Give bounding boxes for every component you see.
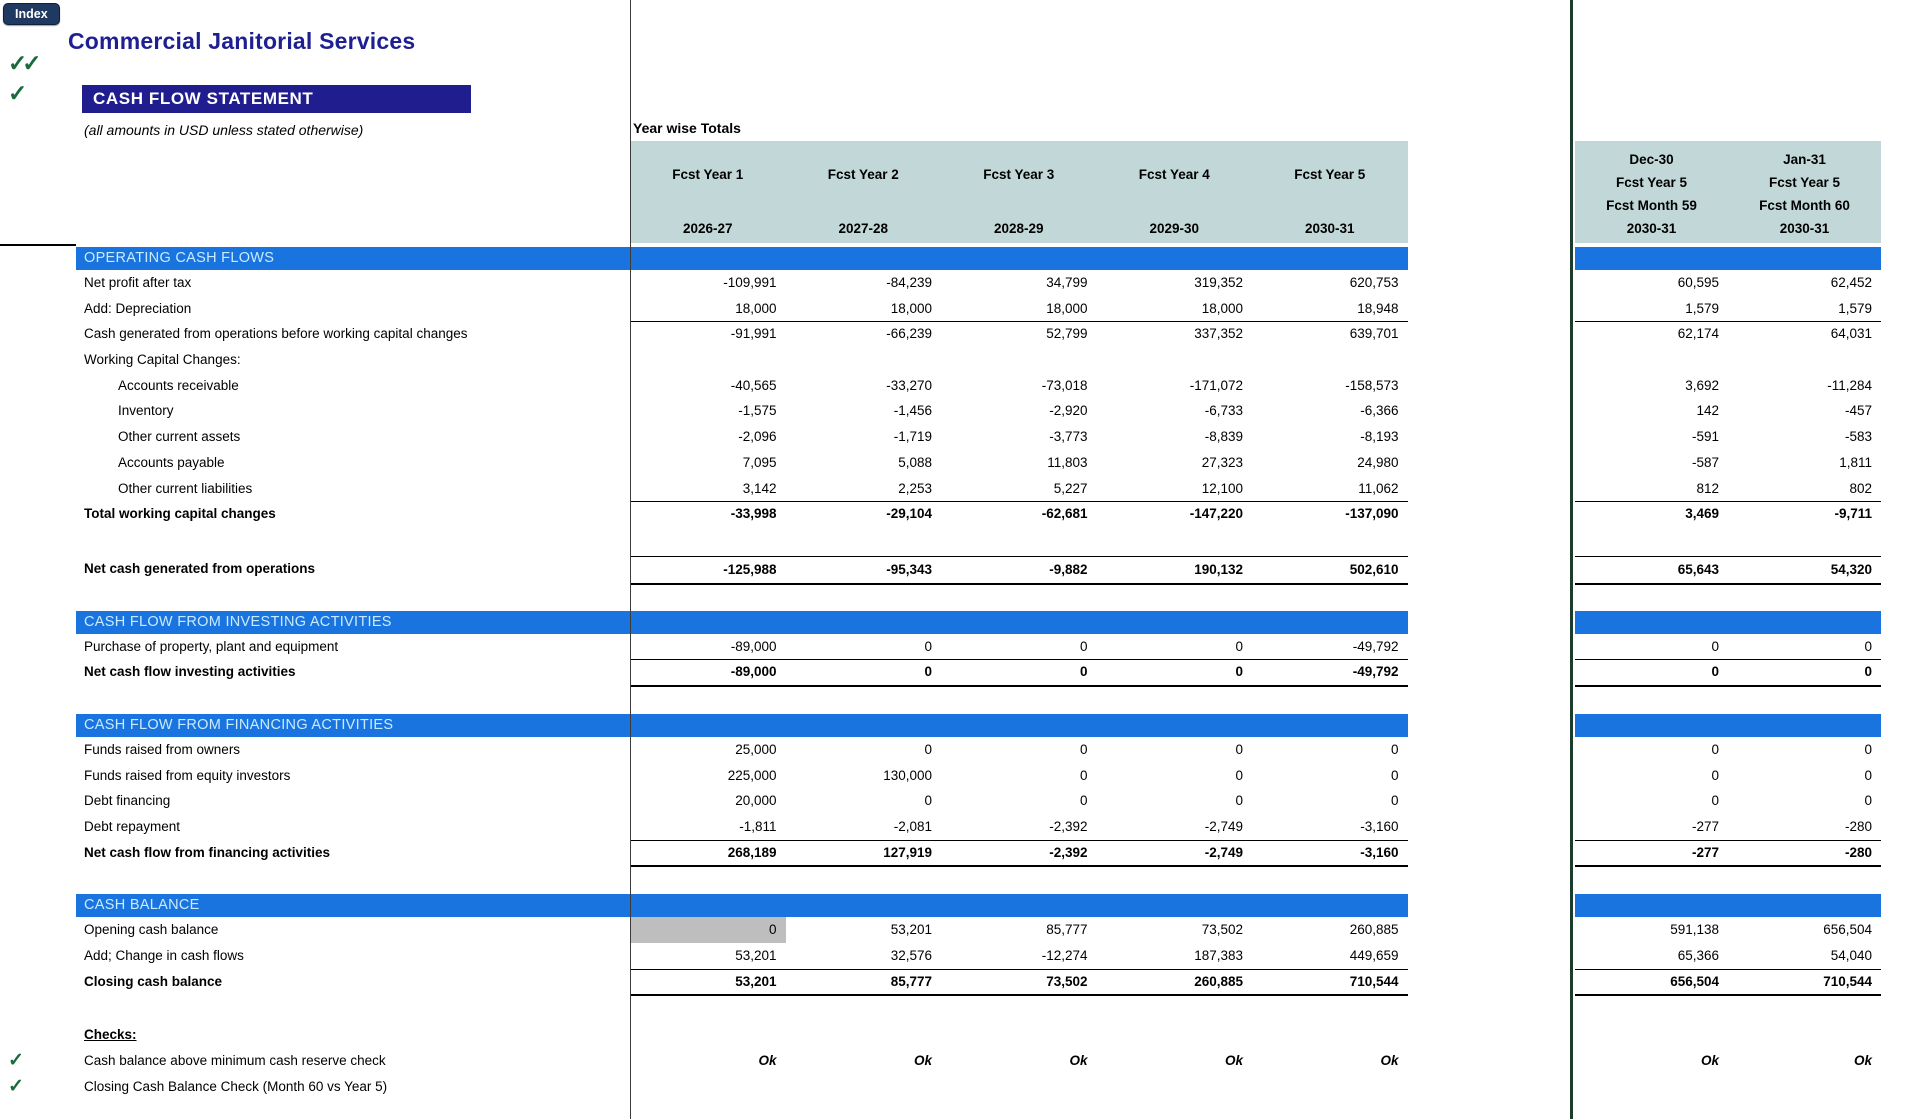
value-cell: 656,504 (1823, 922, 1872, 938)
value-cell: -8,193 (1360, 429, 1399, 445)
month-columns-header (1575, 141, 1881, 243)
value-cell: -2,081 (786, 814, 942, 841)
value-cell: 1,811 (1839, 454, 1872, 470)
table-row (0, 814, 1920, 840)
year-column-label: Fcst Year 4 (1138, 167, 1210, 182)
statement-subtitle: (all amounts in USD unless stated otherwise) (84, 122, 364, 138)
year-column-header (941, 141, 1097, 243)
value-cell: -11,284 (1827, 377, 1872, 393)
year-column-period: 2029-30 (1149, 221, 1200, 236)
row-label: Total working capital changes (84, 506, 276, 522)
row-label: Add: Depreciation (84, 300, 192, 316)
value-cell: 18,948 (1252, 296, 1408, 323)
month-column-header (1575, 141, 1728, 243)
value-cell: 53,201 (890, 922, 932, 938)
check-status-cell: Ok (913, 1053, 932, 1069)
value-cell: -171,072 (1189, 377, 1243, 393)
check-row (0, 1074, 1920, 1100)
value-cell: 187,383 (1097, 943, 1253, 970)
value-cell: -9,711 (1834, 506, 1872, 522)
value-cell: 65,643 (1575, 556, 1728, 585)
check-icon: ✓ (8, 1050, 24, 1072)
row-label: Add; Change in cash flows (84, 948, 244, 964)
value-cell: 656,504 (1575, 969, 1728, 997)
year-column-period: 2030-31 (1304, 221, 1355, 236)
row-label: Net cash generated from operations (84, 560, 316, 576)
value-cell: 18,000 (1097, 296, 1253, 323)
value-cell: 0 (1235, 767, 1243, 783)
checks-heading-row (0, 1022, 1920, 1048)
table-row (0, 321, 1920, 347)
value-cell: 24,980 (1357, 454, 1399, 470)
section-band (0, 714, 1920, 737)
value-cell: 0 (1390, 793, 1399, 809)
year-column-header (1252, 141, 1408, 243)
value-cell: 27,323 (1201, 454, 1243, 470)
section-band-month-block (1575, 714, 1881, 737)
value-cell: 0 (924, 793, 932, 809)
value-cell: -95,343 (786, 556, 942, 585)
table-row (0, 556, 1920, 582)
value-cell: 0 (1575, 634, 1728, 661)
value-cell: 32,576 (786, 943, 942, 970)
spacer-row (0, 865, 1920, 894)
section-band-month-block (1575, 611, 1881, 634)
table-row (0, 450, 1920, 476)
table-row (0, 476, 1920, 502)
value-cell: -1,719 (893, 429, 932, 445)
table-row (0, 917, 1920, 943)
table-row (0, 634, 1920, 660)
sheet-body (0, 247, 1920, 1100)
value-cell: 54,040 (1728, 943, 1881, 970)
row-label: Accounts payable (118, 454, 225, 470)
row-label: Funds raised from owners (84, 741, 241, 757)
month-column-period: 2030-31 (1626, 221, 1677, 236)
month-column-month: Fcst Month 59 (1606, 198, 1697, 213)
row-label: Purchase of property, plant and equipment (84, 638, 339, 654)
value-cell: -40,565 (730, 377, 777, 393)
check-icon-single: ✓ (8, 80, 23, 106)
check-row (0, 1048, 1920, 1074)
value-cell: -2,392 (941, 840, 1097, 868)
value-cell (630, 347, 786, 373)
value-cell: -89,000 (630, 659, 786, 687)
row-gridline (0, 244, 76, 246)
section-band-title: OPERATING CASH FLOWS (76, 247, 1408, 270)
value-cell: 12,100 (1097, 476, 1253, 503)
value-cell: -1,575 (738, 403, 777, 419)
value-cell: 0 (1711, 741, 1719, 757)
value-cell: -49,792 (1252, 659, 1408, 687)
value-cell: 0 (1728, 659, 1881, 687)
table-row (0, 763, 1920, 789)
table-row (0, 501, 1920, 527)
value-cell: -277 (1575, 840, 1728, 868)
value-cell: 25,000 (735, 741, 777, 757)
section-band (0, 247, 1920, 270)
value-cell: 620,753 (1349, 275, 1399, 290)
section-band (0, 894, 1920, 917)
value-cell: 0 (1079, 741, 1088, 757)
year-column-period: 2026-27 (682, 221, 733, 236)
table-row (0, 737, 1920, 763)
month-column-date: Jan-31 (1783, 152, 1826, 167)
value-cell: 0 (1097, 659, 1253, 687)
check-status-cell: Ok (1224, 1053, 1243, 1069)
value-cell: -2,096 (738, 429, 777, 445)
value-cell: 18,000 (941, 296, 1097, 323)
table-row (0, 296, 1920, 322)
value-cell: 319,352 (1194, 275, 1243, 290)
check-icon-double: ✓✓ (8, 50, 37, 76)
row-label: Net cash flow from financing activities (84, 844, 331, 860)
row-label: Cash generated from operations before working capital changes (84, 326, 468, 342)
check-status-cell: Ok (1069, 1053, 1088, 1069)
value-cell: -1,456 (893, 403, 932, 419)
value-cell: -3,160 (1252, 840, 1408, 868)
table-row (0, 969, 1920, 995)
checks-heading: Checks: (84, 1027, 137, 1043)
row-label: Net profit after tax (84, 275, 192, 290)
value-cell: -109,991 (723, 275, 777, 290)
value-cell: -49,792 (1252, 634, 1408, 661)
spacer-row (0, 527, 1920, 556)
value-cell: -583 (1844, 429, 1872, 445)
value-cell: 0 (1235, 793, 1243, 809)
value-cell: 18,000 (786, 296, 942, 323)
value-cell: -457 (1844, 403, 1872, 419)
month-column-date: Dec-30 (1629, 152, 1674, 167)
value-cell: 0 (1079, 793, 1088, 809)
value-cell: -6,366 (1360, 403, 1399, 419)
value-cell: 0 (1390, 767, 1399, 783)
value-cell: -280 (1728, 814, 1881, 841)
value-cell: 260,885 (1349, 922, 1399, 938)
row-label: Funds raised from equity investors (84, 767, 291, 783)
value-cell: 1,579 (1575, 296, 1728, 323)
year-column-period: 2028-29 (993, 221, 1044, 236)
value-cell (1575, 347, 1728, 373)
value-cell: 0 (630, 917, 786, 943)
freeze-pane-divider (1570, 0, 1573, 1119)
value-cell: 0 (1575, 659, 1728, 687)
value-cell: -2,749 (1097, 814, 1253, 841)
value-cell (1728, 347, 1881, 373)
value-cell: -84,239 (886, 275, 932, 290)
value-cell: 11,803 (1047, 454, 1088, 470)
value-cell: 73,502 (1201, 922, 1243, 938)
value-cell: -137,090 (1345, 506, 1399, 522)
month-column-month: Fcst Month 60 (1759, 198, 1850, 213)
section-band-title: CASH FLOW FROM FINANCING ACTIVITIES (76, 714, 1408, 737)
column-gridline (630, 0, 631, 1119)
value-cell: 73,502 (941, 969, 1097, 997)
table-row (0, 347, 1920, 373)
value-cell: 0 (1864, 741, 1872, 757)
section-band-month-block (1575, 247, 1881, 270)
row-label: Opening cash balance (84, 922, 219, 938)
value-cell: 1,579 (1728, 296, 1881, 323)
value-cell: 225,000 (727, 767, 777, 783)
row-label: Debt repayment (84, 819, 181, 834)
row-label: Net cash flow investing activities (84, 664, 296, 680)
value-cell: -33,998 (730, 506, 777, 522)
check-status-cell: Ok (1853, 1053, 1872, 1069)
value-cell: 5,088 (898, 454, 932, 470)
spacer-row (0, 994, 1920, 1022)
yearwise-totals-label: Year wise Totals (633, 120, 741, 136)
value-cell: 710,544 (1728, 969, 1881, 997)
value-cell: -2,392 (941, 814, 1097, 841)
row-label: Debt financing (84, 793, 171, 809)
table-row (0, 398, 1920, 424)
value-cell: 53,201 (630, 969, 786, 997)
value-cell: -3,773 (1049, 429, 1088, 445)
value-cell: 20,000 (735, 793, 777, 809)
value-cell: 502,610 (1252, 556, 1408, 585)
value-cell: 0 (1864, 793, 1872, 809)
value-cell: 5,227 (941, 476, 1097, 503)
value-cell: 130,000 (883, 767, 932, 783)
month-column-fy: Fcst Year 5 (1768, 175, 1841, 190)
value-cell (941, 347, 1097, 373)
value-cell: 0 (924, 741, 932, 757)
value-cell: -9,882 (941, 556, 1097, 585)
value-cell: -12,274 (941, 943, 1097, 970)
value-cell: 142 (1696, 403, 1719, 419)
statement-title: CASH FLOW STATEMENT (82, 85, 471, 113)
value-cell: 65,366 (1575, 943, 1728, 970)
value-cell: 0 (941, 659, 1097, 687)
value-cell: -277 (1575, 814, 1728, 841)
section-band-month-block (1575, 894, 1881, 917)
check-status-cell: Ok (1700, 1053, 1719, 1069)
year-column-header (630, 141, 786, 243)
value-cell: 0 (941, 634, 1097, 661)
value-cell: -29,104 (886, 506, 932, 522)
row-label: Other current assets (118, 429, 241, 445)
year-column-label: Fcst Year 1 (672, 167, 744, 182)
value-cell: 0 (1079, 767, 1088, 783)
value-cell: -73,018 (1041, 377, 1088, 393)
value-cell: -91,991 (730, 326, 777, 342)
year-column-header (786, 141, 942, 243)
company-title: Commercial Janitorial Services (68, 28, 416, 54)
table-row (0, 424, 1920, 450)
value-cell: 0 (1711, 767, 1719, 783)
value-cell (1097, 347, 1253, 373)
value-cell: -1,811 (630, 814, 786, 841)
value-cell: -2,749 (1097, 840, 1253, 868)
row-label: Working Capital Changes: (84, 352, 241, 368)
table-row (0, 373, 1920, 399)
check-row-label: Cash balance above minimum cash reserve check (84, 1053, 386, 1069)
year-column-header (1097, 141, 1253, 243)
value-cell: 0 (1711, 793, 1719, 809)
month-column-fy: Fcst Year 5 (1615, 175, 1688, 190)
value-cell: -591 (1691, 429, 1719, 445)
value-cell: 7,095 (742, 454, 777, 470)
value-cell: 268,189 (630, 840, 786, 868)
table-row (0, 943, 1920, 969)
value-cell: -66,239 (886, 326, 932, 342)
check-icon: ✓ (8, 1075, 24, 1097)
value-cell (1252, 347, 1408, 373)
value-cell: 2,253 (786, 476, 942, 503)
index-button[interactable]: Index (3, 3, 60, 25)
value-cell: -33,270 (886, 377, 932, 393)
section-band-title: CASH FLOW FROM INVESTING ACTIVITIES (76, 611, 1408, 634)
check-status-cell: Ok (758, 1053, 777, 1069)
value-cell: 3,692 (1685, 377, 1719, 393)
year-column-label: Fcst Year 3 (983, 167, 1055, 182)
value-cell: 127,919 (786, 840, 942, 868)
row-label: Other current liabilities (118, 480, 253, 496)
year-column-label: Fcst Year 2 (827, 167, 899, 182)
value-cell: 60,595 (1677, 275, 1719, 290)
value-cell: -158,573 (1345, 377, 1399, 393)
value-cell (786, 347, 942, 373)
year-column-label: Fcst Year 5 (1294, 167, 1366, 182)
month-column-period: 2030-31 (1779, 221, 1830, 236)
row-label: Inventory (118, 403, 174, 419)
value-cell: -6,733 (1204, 403, 1243, 419)
year-columns-header (630, 141, 1408, 243)
value-cell: 11,062 (1252, 476, 1408, 503)
value-cell: 812 (1575, 476, 1728, 503)
value-cell: -2,920 (1049, 403, 1088, 419)
value-cell: 802 (1728, 476, 1881, 503)
value-cell: 190,132 (1097, 556, 1253, 585)
row-label: Closing cash balance (84, 973, 223, 989)
value-cell: 53,201 (630, 943, 786, 970)
value-cell: 62,452 (1830, 275, 1872, 290)
check-row-label: Closing Cash Balance Check (Month 60 vs Year 5) (84, 1078, 388, 1094)
spacer-row (0, 685, 1920, 714)
value-cell: 85,777 (786, 969, 942, 997)
spacer-row (0, 582, 1920, 611)
value-cell: -3,160 (1252, 814, 1408, 841)
value-cell: 0 (1864, 767, 1872, 783)
value-cell: -89,000 (630, 634, 786, 661)
value-cell: -62,681 (1041, 506, 1088, 522)
value-cell: 64,031 (1830, 326, 1872, 342)
value-cell: 34,799 (1046, 275, 1088, 290)
section-band-title: CASH BALANCE (76, 894, 1408, 917)
value-cell: 260,885 (1097, 969, 1253, 997)
year-column-period: 2027-28 (838, 221, 889, 236)
value-cell: -147,220 (1189, 506, 1243, 522)
value-cell: -280 (1728, 840, 1881, 868)
table-row (0, 788, 1920, 814)
value-cell: -587 (1691, 454, 1719, 470)
section-band (0, 611, 1920, 634)
value-cell: 710,544 (1252, 969, 1408, 997)
table-row (0, 659, 1920, 685)
value-cell: 639,701 (1349, 326, 1399, 342)
value-cell: 52,799 (1046, 326, 1088, 342)
value-cell: -8,839 (1204, 429, 1243, 445)
value-cell: -125,988 (630, 556, 786, 585)
table-row (0, 270, 1920, 296)
month-column-header (1728, 141, 1881, 243)
value-cell: 0 (1097, 634, 1253, 661)
row-label: Accounts receivable (118, 377, 239, 393)
value-cell: 0 (786, 634, 942, 661)
value-cell: 18,000 (630, 296, 786, 323)
value-cell: 0 (1728, 634, 1881, 661)
value-cell: 591,138 (1670, 922, 1719, 938)
value-cell: 3,142 (630, 476, 786, 503)
value-cell: 0 (1235, 741, 1243, 757)
check-status-cell: Ok (1380, 1053, 1399, 1069)
value-cell: 62,174 (1677, 326, 1719, 342)
value-cell: 0 (786, 659, 942, 687)
value-cell: 3,469 (1685, 506, 1719, 522)
value-cell: 54,320 (1728, 556, 1881, 585)
table-row (0, 840, 1920, 866)
value-cell: 0 (1390, 741, 1399, 757)
value-cell: 449,659 (1252, 943, 1408, 970)
value-cell: 337,352 (1194, 326, 1243, 342)
value-cell: 85,777 (1046, 922, 1088, 938)
